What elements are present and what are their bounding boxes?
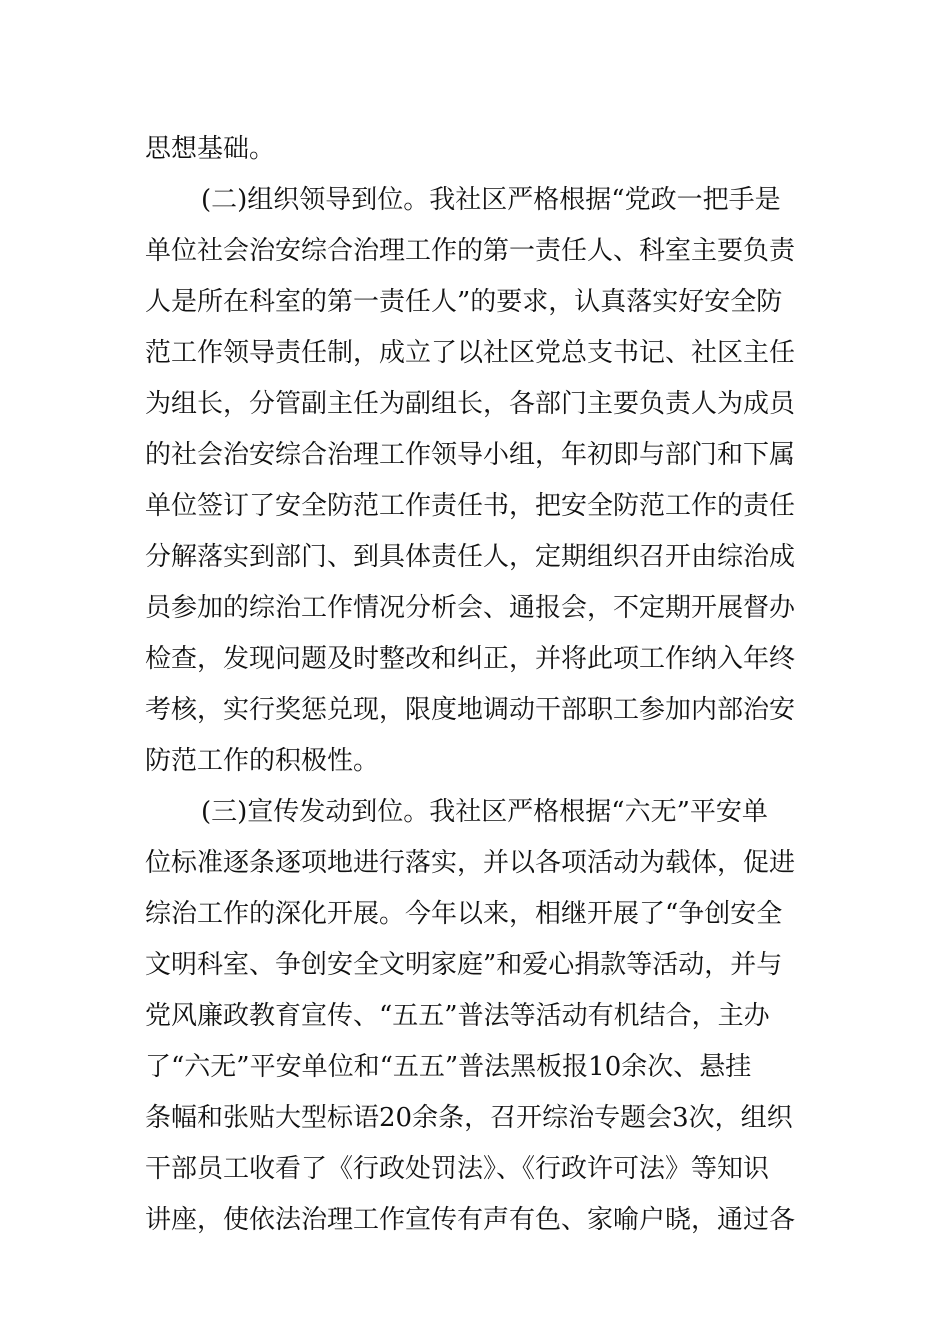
text-line: 员参加的综治工作情况分析会、通报会，不定期开展督办: [145, 593, 796, 623]
text-line: 位标准逐条逐项地进行落实，并以各项活动为载体，促进: [145, 848, 796, 878]
section-heading-line: (三)宣传发动到位。我社区严格根据“六无”平安单: [201, 797, 768, 827]
text-line: 讲座，使依法治理工作宣传有声有色、家喻户晓，通过各: [145, 1205, 796, 1235]
text-line: 的社会治安综合治理工作领导小组，年初即与部门和下属: [145, 440, 796, 470]
text-line: 了“六无”平安单位和“五五”普法黑板报10余次、悬挂: [145, 1052, 752, 1082]
text-line: 干部员工收看了《行政处罚法》、《行政许可法》等知识: [145, 1154, 770, 1184]
text-line: 综治工作的深化开展。今年以来，相继开展了“争创安全: [145, 899, 783, 929]
text-line: 文明科室、争创安全文明家庭”和爱心捐款等活动，并与: [145, 950, 783, 980]
text-line: 思想基础。: [145, 134, 276, 164]
text-line: 范工作领导责任制，成立了以社区党总支书记、社区主任: [145, 338, 796, 368]
text-line: 单位签订了安全防范工作责任书，把安全防范工作的责任: [145, 491, 796, 521]
text-line: 考核，实行奖惩兑现，限度地调动干部职工参加内部治安: [145, 695, 796, 725]
text-line: 检查，发现问题及时整改和纠正，并将此项工作纳入年终: [145, 644, 796, 674]
text-line: 单位社会治安综合治理工作的第一责任人、科室主要负责: [145, 236, 796, 266]
text-line: 条幅和张贴大型标语20余条，召开综治专题会3次，组织: [145, 1103, 793, 1133]
section-heading-line: (二)组织领导到位。我社区严格根据“党政一把手是: [201, 185, 781, 215]
text-line: 人是所在科室的第一责任人”的要求，认真落实好安全防: [145, 287, 783, 317]
text-line: 分解落实到部门、到具体责任人，定期组织召开由综治成: [145, 542, 796, 572]
text-line: 为组长，分管副主任为副组长，各部门主要负责人为成员: [145, 389, 796, 419]
document-body: [145, 124, 810, 1246]
text-line: 党风廉政教育宣传、“五五”普法等活动有机结合，主办: [145, 1001, 770, 1031]
text-line: 防范工作的积极性。: [145, 746, 380, 776]
